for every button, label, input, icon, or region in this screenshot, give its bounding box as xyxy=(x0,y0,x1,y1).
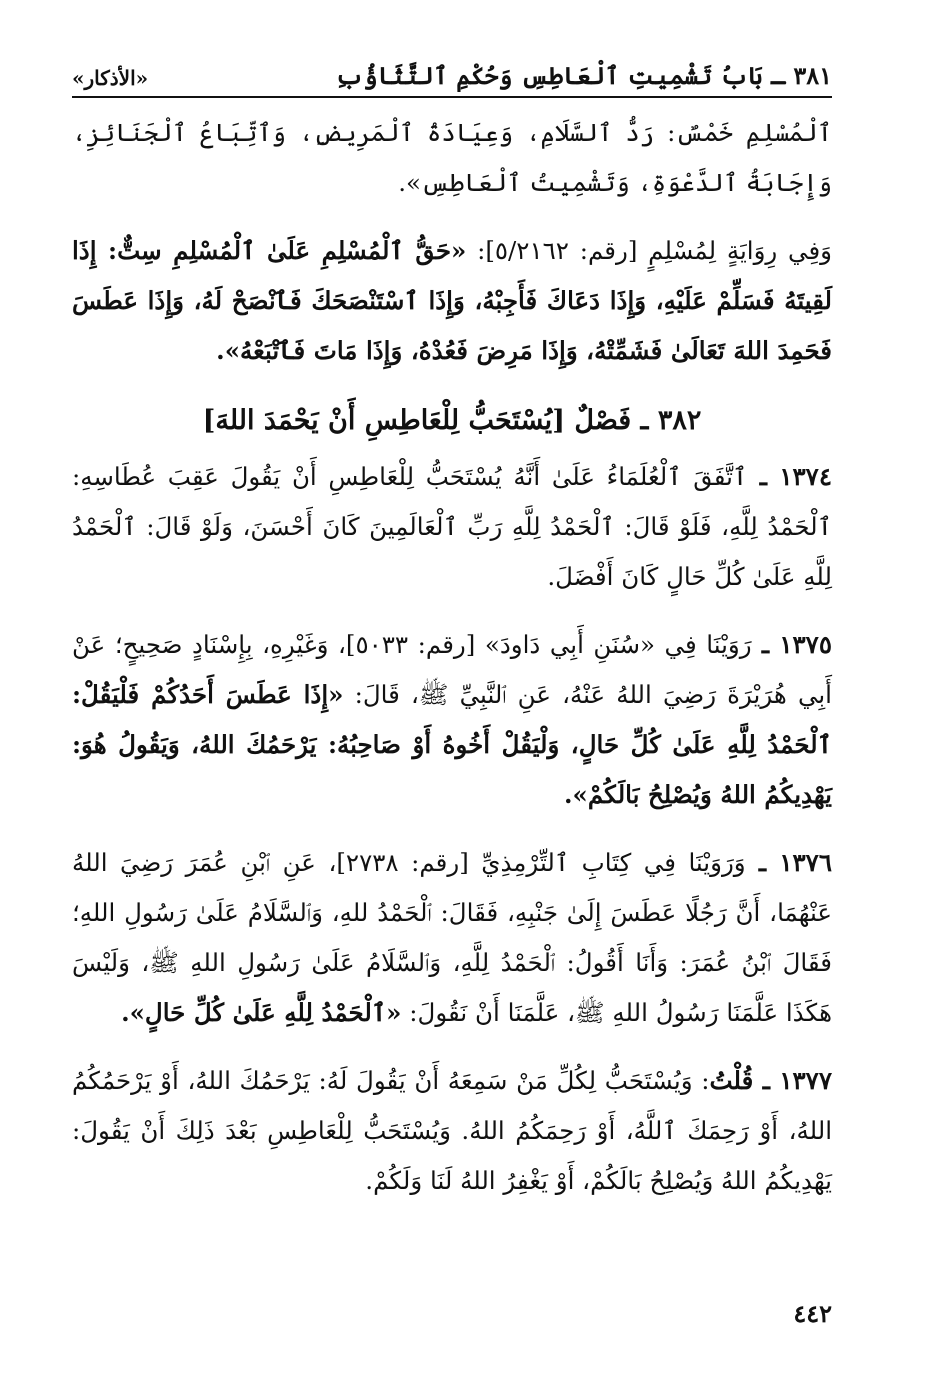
paragraph-1376 xyxy=(72,838,832,1038)
narration-intro: رَوَيْنَا فِي «سُنَنِ أَبِي دَاودَ» [رقم: ٥٠٣٣]، وَغَيْرِهِ، بِإِسْنَادٍ صَحِيحٍ؛ عَنْ أَبِي هُرَيْرَةَ رَضِيَ اللهُ عَنْهُ، عَنِ ٱلنَّبِيِّ ﷺ، قَالَ: xyxy=(72,630,832,709)
qult-word: قُلْتُ xyxy=(709,1066,754,1095)
paragraph-1374 xyxy=(72,452,832,602)
paragraph-1377 xyxy=(72,1056,832,1206)
book-page xyxy=(72,48,832,1328)
paragraph-hadith-five-rights xyxy=(72,108,832,208)
paragraph-muslim-narration xyxy=(72,226,832,376)
page-number: ٤٤٢ xyxy=(793,1299,832,1328)
entry-number: ١٣٧٥ ـ xyxy=(751,630,832,659)
hadith-quote: «حَقُّ ٱلْمُسْلِمِ عَلَىٰ ٱلْمُسْلِمِ سِتٌّ: إِذَا لَقِيتَهُ فَسَلِّمْ عَلَيْهِ، وَإِذَا دَعَاكَ فَأَجِبْهُ، وَإِذَا ٱسْتَنْصَحَكَ فَٱنْصَحْ لَهُ، وَإِذَا عَطَسَ فَحَمِدَ اللهَ تَعَالَىٰ فَشَمِّتْهُ، وَإِذَا مَرِضَ فَعُدْهُ، وَإِذَا مَاتَ فَٱتْبَعْهُ». xyxy=(72,236,832,365)
entry-number: ١٣٧٤ ـ xyxy=(747,462,832,491)
paragraph-text: : وَيُسْتَحَبُّ لِكُلِّ مَنْ سَمِعَهُ أَنْ يَقُولَ لَهُ: يَرْحَمُكَ اللهُ، أَوْ يَرْحَمُكُمُ اللهُ، أَوْ رَحِمَكَ ٱللَّهُ، أَوْ رَحِمَكُمُ اللهُ. وَيُسْتَحَبُّ لِلْعَاطِسِ بَعْدَ ذَلِكَ أَنْ يَقُولَ: يَهْدِيكُمُ اللهُ وَيُصْلِحُ بَالَكُمْ، أَوْ يَغْفِرُ اللهُ لَنَا وَلَكُمْ. xyxy=(72,1066,832,1195)
entry-number: ١٣٧٧ ـ xyxy=(753,1066,832,1095)
hadith-quote: «ٱلْحَمْدُ لِلَّهِ عَلَىٰ كُلِّ حَالٍ». xyxy=(121,998,402,1027)
section-heading: ٣٨٢ ـ فَصْلٌ [يُسْتَحَبُّ لِلْعَاطِسِ أَنْ يَحْمَدَ اللهَ] xyxy=(202,405,702,436)
narration-intro: وَرَوَيْنَا فِي كِتَابِ ٱلتِّرْمِذِيِّ [رقم: ٢٧٣٨]، عَنِ ٱبْنِ عُمَرَ رَضِيَ اللهُ عَنْهُمَا، أَنَّ رَجُلًا عَطَسَ إِلَىٰ جَنْبِهِ، فَقَالَ: ٱلْحَمْدُ للهِ، وَٱلسَّلَامُ عَلَىٰ رَسُولِ اللهِ؛ فَقَالَ ٱبْنُ عُمَرَ: وَأَنَا أَقُولُ: ٱلْحَمْدُ لِلَّهِ، وَٱلسَّلَامُ عَلَىٰ رَسُولِ اللهِ ﷺ، وَلَيْسَ هَكَذَا عَلَّمَنَا رَسُولُ اللهِ ﷺ، عَلَّمَنَا أَنْ نَقُولَ: xyxy=(72,848,832,1027)
paragraph-1375 xyxy=(72,620,832,820)
running-header xyxy=(72,48,832,98)
paragraph-text: ٱتَّفَقَ ٱلْعُلَمَاءُ عَلَىٰ أَنَّهُ يُسْتَحَبُّ لِلْعَاطِسِ أَنْ يَقُولَ عَقِبَ عُطَاسِهِ: ٱلْحَمْدُ لِلَّهِ، فَلَوْ قَالَ: ٱلْحَمْدُ لِلَّهِ رَبِّ ٱلْعَالَمِينَ كَانَ أَحْسَنَ، وَلَوْ قَالَ: ٱلْحَمْدُ لِلَّهِ عَلَىٰ كُلِّ حَالٍ كَانَ أَفْضَلَ. xyxy=(72,462,832,591)
book-title: «الأذكار» xyxy=(72,66,149,90)
hadith-quote: «إِذَا عَطَسَ أَحَدُكُمْ فَلْيَقُلْ: ٱلْحَمْدُ لِلَّهِ عَلَىٰ كُلِّ حَالٍ، وَلْيَقُلْ أَخُوهُ أَوْ صَاحِبُهُ: يَرْحَمُكَ اللهُ، وَيَقُولُ هُوَ: يَهْدِيكُمُ اللهُ وَيُصْلِحُ بَالَكُمْ». xyxy=(72,680,832,809)
entry-number: ١٣٧٦ ـ xyxy=(745,848,832,877)
paragraph-text: ٱلْمُسْلِمِ خَمْسٌ: رَدُّ ٱلسَّلَامِ، وَعِيَادَةُ ٱلْمَرِيضِ، وَٱتِّبَاعُ ٱلْجَنَائِزِ، وَإِجَابَةُ ٱلدَّعْوَةِ، وَتَشْمِيتُ ٱلْعَاطِسِ». xyxy=(72,118,832,197)
chapter-title: ٣٨١ ـ بَابُ تَشْمِيتِ ٱلْعَاطِسِ وَحُكْمِ ٱلتَّثَاؤُبِ xyxy=(335,61,832,90)
narration-intro: وَفِي رِوَايَةٍ لِمُسْلِمٍ [رقم: ٥/٢١٦٢]: xyxy=(466,236,832,265)
